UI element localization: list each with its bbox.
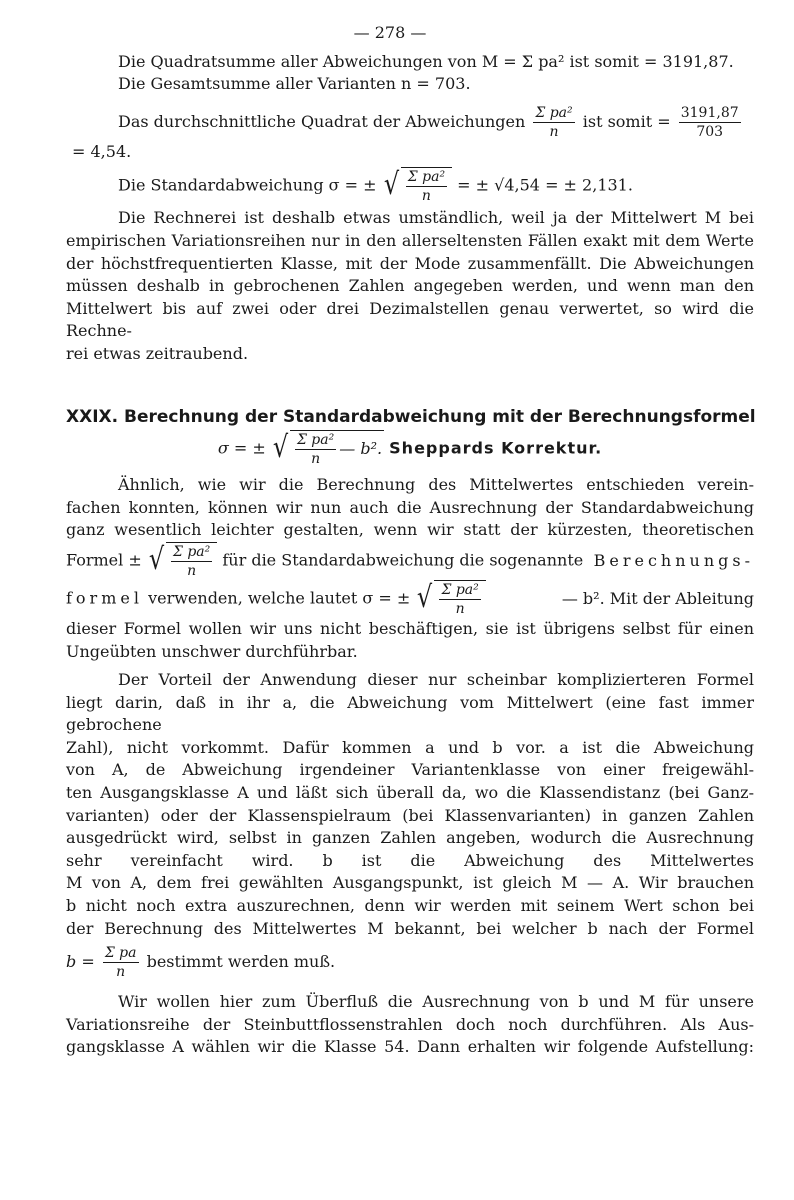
formula-line (66, 580, 754, 618)
text-line: empirischen Variationsreihen nur in den allerseltensten Fällen exakt mit dem Werte (66, 230, 754, 250)
denominator: n (549, 123, 559, 140)
spaced-term: Berechnungs- (593, 550, 754, 570)
text-fragment: Das durchschnittliche Quadrat der Abweichungen (118, 111, 526, 131)
text-fragment: ist somit = (582, 111, 671, 131)
square-root (147, 542, 217, 580)
denominator: n (455, 600, 465, 617)
text-fragment: verwenden, welche lautet σ = ± (148, 588, 411, 608)
fraction (295, 431, 336, 468)
text-fragment: bestimmt werden muß. (146, 952, 336, 972)
numerator: Σ pa² (407, 169, 446, 186)
text-fragment: Formel ± (66, 550, 142, 570)
text-fragment: b = (66, 952, 95, 972)
fraction (103, 944, 139, 981)
text-line: der höchstfrequentierten Klasse, mit der Mode zusammenfällt. Die Abweichungen (66, 253, 754, 273)
text-line: Zahl), nicht vorkommt. Dafür kommen a und b vor. a ist die Abweichung (66, 737, 754, 757)
text-line: Ungeübten unschwer durchführbar. (66, 641, 358, 661)
paragraph (66, 207, 754, 365)
section-heading-formula (66, 430, 754, 468)
radical-sign-icon: √ (383, 167, 399, 203)
formula-line (66, 542, 754, 580)
numerator: Σ pa² (535, 104, 573, 121)
denominator: n (187, 562, 197, 579)
text-line: M von A, dem frei gewählten Ausgangspunkt, ist gleich M — A. Wir brauchen (66, 873, 754, 893)
numerator: 3191,87 (680, 104, 739, 121)
text-line: fachen konnten, können wir nun auch die Ausrechnung der Standardabweichung (66, 497, 754, 517)
text-fragment: für die Standardabweichung die sogenannte (222, 550, 584, 570)
text-line: dieser Formel wollen wir uns nicht beschäftigen, sie ist übrigens selbst für einen (66, 618, 754, 638)
text-line: Variationsreihe der Steinbuttflossenstrahlen doch noch durchführen. Als Aus- (66, 1014, 754, 1034)
text-line: = 4,54. (72, 141, 132, 161)
text-fragment: — b². (339, 439, 383, 459)
text-line: ten Ausgangsklasse A und läßt sich überall da, wo die Klassendistanz (bei Ganz- (66, 783, 754, 803)
radicand (166, 542, 217, 580)
text-line: ganz wesentlich leichter gestalten, wenn wir statt der kürzesten, theoretischen (66, 520, 754, 540)
spaced-term: formel (66, 588, 143, 608)
text-line: Ähnlich, wie wir die Berechnung des Mittelwertes entschieden verein- (118, 475, 754, 495)
fraction (439, 581, 480, 618)
paragraph (66, 991, 754, 1059)
text-line: Die Gesamtsumme aller Varianten n = 703. (118, 74, 471, 94)
page-number: — 278 — (353, 23, 427, 42)
paragraph (66, 474, 754, 663)
text-line: müssen deshalb in gebrochenen Zahlen angegeben werden, und wenn man den (66, 276, 754, 296)
text-line: liegt darin, daß in ihr a, die Abweichung vom Mittelwert (eine fast immer gebrochene (66, 692, 754, 735)
denominator: n (116, 964, 126, 981)
radical-sign-icon: √ (272, 430, 289, 466)
fraction (533, 104, 574, 141)
denominator: 703 (696, 123, 724, 140)
formula-line (66, 167, 754, 205)
text-line: von A, de Abweichung irgendeiner Variantenklasse von einer freigewähl- (66, 760, 754, 780)
denominator: n (421, 188, 431, 205)
text-fragment: Die Standardabweichung σ = ± (118, 175, 377, 195)
square-root (271, 430, 384, 468)
text-line: ausgedrückt wird, selbst in ganzen Zahlen angeben, wodurch die Ausrechnung (66, 828, 754, 848)
fraction (679, 104, 741, 141)
radical-sign-icon: √ (148, 541, 165, 577)
formula-line (66, 104, 754, 141)
heading-bold-text: Sheppards Korrektur. (389, 438, 603, 458)
text-line: gangsklasse A wählen wir die Klasse 54. Dann erhalten wir folgende Aufstellung: (66, 1037, 754, 1057)
section-heading: XXIX. Berechnung der Standardabweichung mit der Berechnungsformel (66, 406, 756, 427)
numerator: Σ pa² (172, 543, 211, 560)
text-line: b nicht noch extra auszurechnen, denn wir werden mit seinem Wert schon bei (66, 896, 754, 916)
numerator: Σ pa² (441, 581, 479, 598)
text-line: sehr vereinfacht wird. b ist die Abweichung des Mittelwertes (66, 850, 754, 870)
text-line: Der Vorteil der Anwendung dieser nur scheinbar komplizierteren Formel (118, 670, 754, 690)
denominator: n (311, 451, 321, 468)
radicand (290, 430, 384, 468)
numerator: Σ pa² (296, 432, 335, 449)
formula-line (66, 944, 754, 981)
text-fragment: = ± √4,54 = ± 2,131. (457, 175, 633, 195)
fraction (406, 168, 447, 205)
text-line: Die Rechnerei ist deshalb etwas umständlich, weil ja der Mittelwert M bei (118, 208, 754, 228)
text-line: Wir wollen hier zum Überfluß die Ausrechnung von b und M für unsere (118, 992, 754, 1012)
radicand (434, 580, 485, 618)
radicand (401, 167, 452, 205)
radical-sign-icon: √ (417, 579, 433, 615)
paragraph (66, 669, 754, 981)
numerator: Σ pa (104, 945, 137, 962)
text-fragment: σ = ± (217, 438, 266, 458)
text-line: der Berechnung des Mittelwertes M bekannt, bei welcher b nach der Formel (66, 918, 754, 938)
text-fragment: — b². Mit der Ableitung (561, 588, 754, 608)
text-line: Die Quadratsumme aller Abweichungen von M = Σ pa² ist somit = 3191,87. (118, 51, 734, 71)
square-root (415, 580, 485, 618)
fraction (171, 543, 212, 580)
square-root (382, 167, 452, 205)
text-line: Mittelwert bis auf zwei oder drei Dezimalstellen genau verwertet, so wird die Rechne- (66, 298, 754, 341)
text-line: rei etwas zeitraubend. (66, 343, 249, 363)
text-line: varianten) oder der Klassenspielraum (bei Klassenvarianten) in ganzen Zahlen (66, 805, 754, 825)
